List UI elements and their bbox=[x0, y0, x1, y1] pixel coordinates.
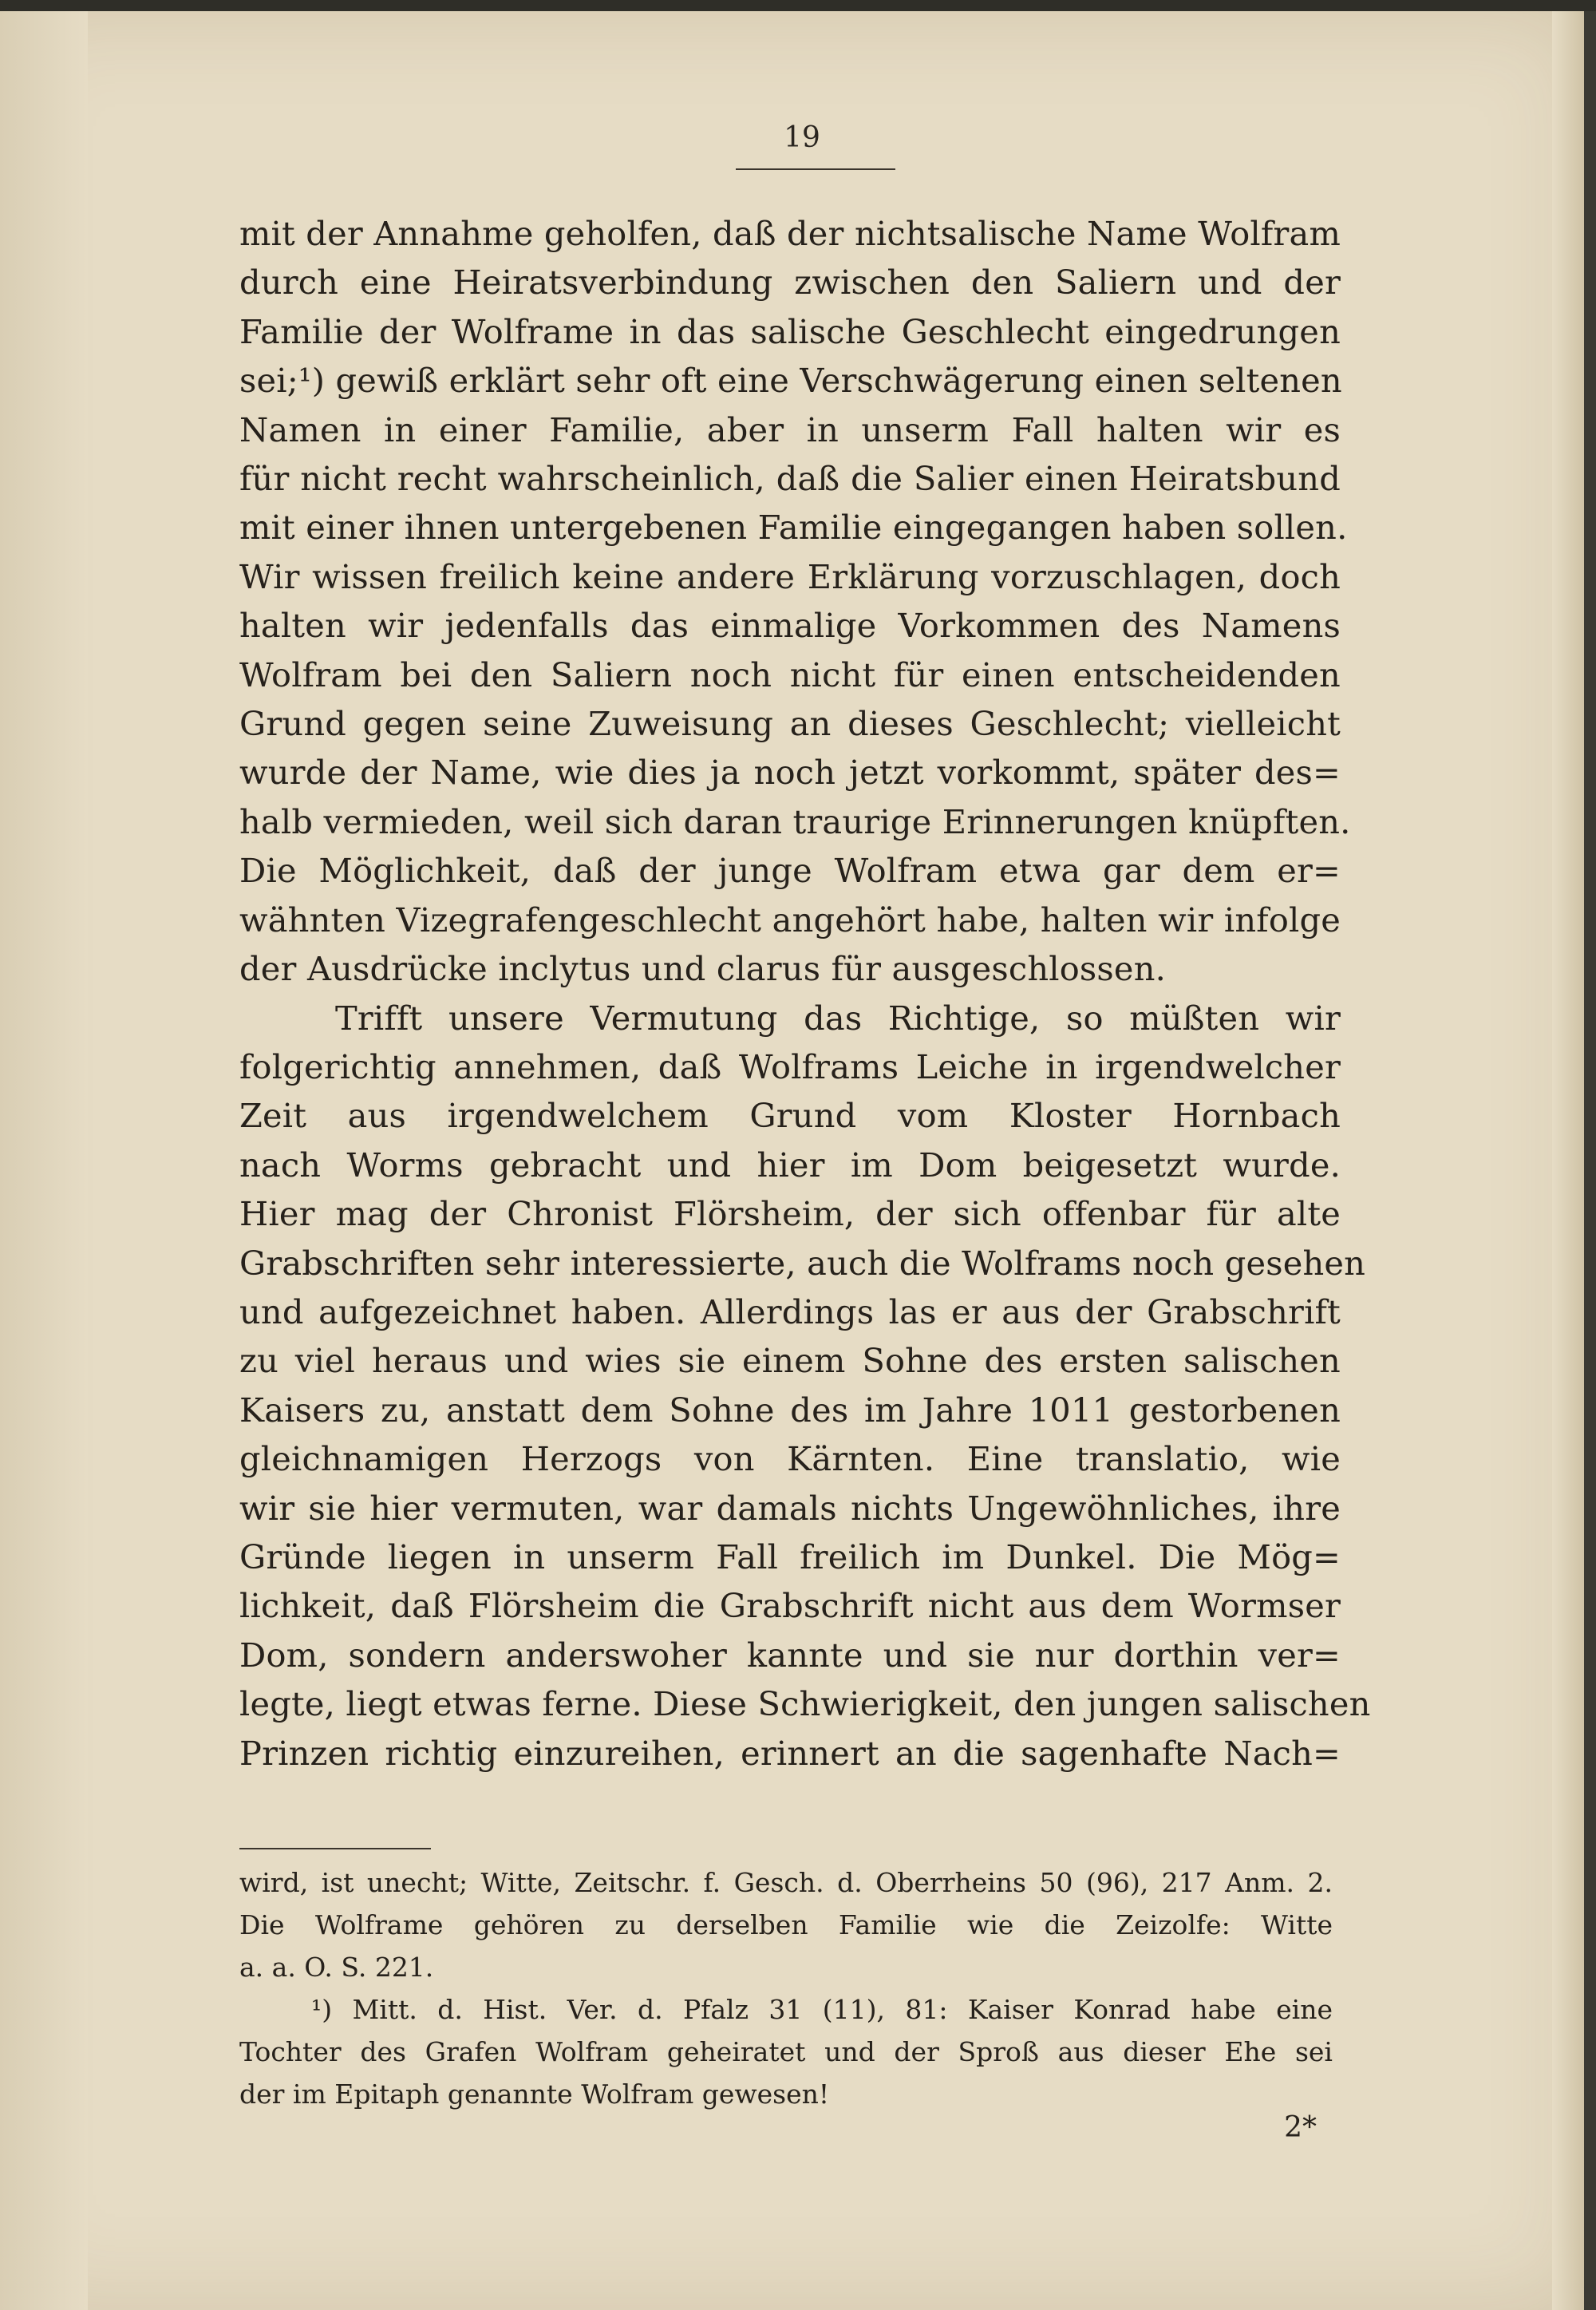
body-line: durch eine Heiratsverbindung zwischen den Saliern und der bbox=[239, 263, 1341, 303]
body-line: nach Worms gebracht und hier im Dom beigesetzt wurde. bbox=[239, 1145, 1341, 1185]
body-line: Familie der Wolframe in das salische Geschlecht eingedrungen bbox=[239, 311, 1341, 351]
footnotes bbox=[239, 1861, 1333, 2115]
body-line: wurde der Name, wie dies ja noch jetzt vorkommt, später des= bbox=[239, 753, 1341, 793]
body-line: Gründe liegen in unserm Fall freilich im Dunkel. Die Mög= bbox=[239, 1537, 1341, 1576]
body-line: Wir wissen freilich keine andere Erklärung vorzuschlagen, doch bbox=[239, 556, 1341, 596]
body-line: mit der Annahme geholfen, daß der nichtsalische Name Wolfram bbox=[239, 214, 1341, 253]
page-edge-shadow bbox=[1552, 11, 1584, 2310]
body-line: Wolfram bei den Saliern noch nicht für einen entscheidenden bbox=[239, 655, 1341, 694]
body-line: sei;¹) gewiß erklärt sehr oft eine Verschwägerung einen seltenen bbox=[239, 361, 1342, 401]
body-line: Namen in einer Familie, aber in unserm Fall halten wir es bbox=[239, 409, 1341, 449]
footnote-line: a. a. O. S. 221. bbox=[239, 1952, 434, 1983]
body-text bbox=[239, 209, 1371, 1778]
body-line: Zeit aus irgendwelchem Grund vom Kloster Hornbach bbox=[239, 1096, 1341, 1136]
body-line: Dom, sondern anderswoher kannte und sie nur dorthin ver= bbox=[239, 1635, 1341, 1675]
body-line: gleichnamigen Herzogs von Kärnten. Eine translatio, wie bbox=[239, 1439, 1341, 1479]
body-line: und aufgezeichnet haben. Allerdings las er aus der Grabschrift bbox=[239, 1291, 1341, 1331]
body-line: Hier mag der Chronist Flörsheim, der sich offenbar für alte bbox=[239, 1194, 1341, 1234]
body-line: Grabschriften sehr interessierte, auch die Wolframs noch gesehen bbox=[239, 1243, 1366, 1283]
body-line: wähnten Vizegrafengeschlecht angehört habe, halten wir infolge bbox=[239, 900, 1341, 939]
body-line: für nicht recht wahrscheinlich, daß die Salier einen Heiratsbund bbox=[239, 459, 1341, 499]
footnote-line: der im Epitaph genannte Wolfram gewesen! bbox=[239, 2079, 830, 2110]
page-number: 19 bbox=[784, 121, 820, 154]
body-line: der Ausdrücke inclytus und clarus für ausgeschlossen. bbox=[239, 949, 1167, 989]
body-line: Trifft unsere Vermutung das Richtige, so müßten wir bbox=[335, 998, 1341, 1038]
body-line: Grund gegen seine Zuweisung an dieses Geschlecht; vielleicht bbox=[239, 704, 1341, 744]
body-line: Kaisers zu, anstatt dem Sohne des im Jahre 1011 gestorbenen bbox=[239, 1390, 1341, 1430]
footnote-line: ¹) Mitt. d. Hist. Ver. d. Pfalz 31 (11), 81: Kaiser Konrad habe eine bbox=[311, 1994, 1333, 2025]
body-line: zu viel heraus und wies sie einem Sohne des ersten salischen bbox=[239, 1341, 1341, 1381]
binding-gutter bbox=[0, 11, 88, 2310]
body-line: folgerichtig annehmen, daß Wolframs Leiche in irgendwelcher bbox=[239, 1046, 1341, 1086]
footnote-rule bbox=[239, 1848, 431, 1849]
footnote-line: wird, ist unecht; Witte, Zeitschr. f. Gesch. d. Oberrheins 50 (96), 217 Anm. 2. bbox=[239, 1867, 1333, 1898]
body-line: wir sie hier vermuten, war damals nichts Ungewöhnliches, ihre bbox=[239, 1488, 1341, 1528]
body-line: halten wir jedenfalls das einmalige Vorkommen des Namens bbox=[239, 606, 1341, 646]
header-rule bbox=[736, 168, 895, 170]
body-line: halb vermieden, weil sich daran traurige Erinnerungen knüpften. bbox=[239, 801, 1351, 841]
footnote-line: Die Wolframe gehören zu derselben Familie wie die Zeizolfe: Witte bbox=[239, 1909, 1333, 1940]
signature-mark: 2* bbox=[1284, 2111, 1317, 2144]
footnote-line: Tochter des Grafen Wolfram geheiratet und der Sproß aus dieser Ehe sei bbox=[239, 2036, 1333, 2067]
body-line: Prinzen richtig einzureihen, erinnert an die sagenhafte Nach= bbox=[239, 1733, 1341, 1773]
body-line: mit einer ihnen untergebenen Familie eingegangen haben sollen. bbox=[239, 508, 1348, 548]
body-line: legte, liegt etwas ferne. Diese Schwierigkeit, den jungen salischen bbox=[239, 1684, 1371, 1724]
scan-top-edge bbox=[0, 0, 1596, 11]
body-line: lichkeit, daß Flörsheim die Grabschrift nicht aus dem Wormser bbox=[239, 1586, 1341, 1626]
body-line: Die Möglichkeit, daß der junge Wolfram etwa gar dem er= bbox=[239, 851, 1341, 891]
